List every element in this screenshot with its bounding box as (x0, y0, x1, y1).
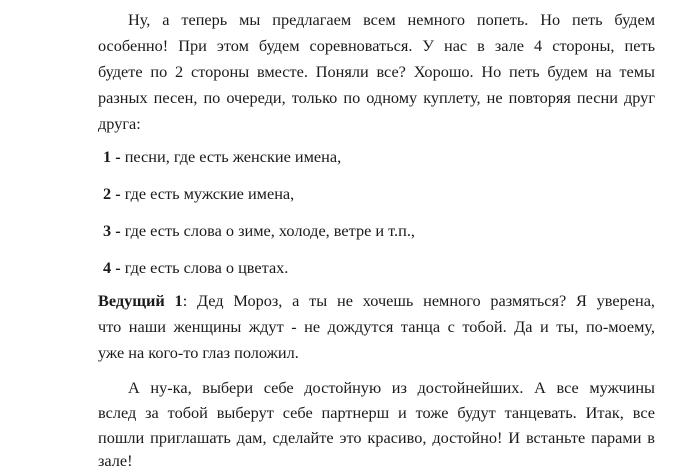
text-line: уже на кого-то глаз положил. (98, 343, 299, 362)
list-item-number: 3 - (103, 221, 121, 240)
text-line (98, 288, 655, 314)
text-line: А ну-ка, выбери себе достойную из достойнейших. А все мужчины (128, 378, 655, 397)
list-item-text: где есть мужские имена, (120, 184, 295, 203)
text-line: друга: (98, 114, 141, 133)
list-item-text: песни, где есть женские имена, (120, 147, 342, 166)
list-item (103, 218, 415, 244)
list-item (103, 144, 341, 170)
list-item-number: 2 - (103, 184, 121, 203)
list-item-text: где есть слова о зиме, холоде, ветре и т.п., (120, 221, 415, 240)
text-line: зале! (98, 451, 133, 470)
text-line: что наши женщины ждут - не дождутся танца с тобой. Да и ты, по-моему, (98, 317, 655, 336)
list-item-number: 1 - (103, 147, 121, 166)
text-line: будете по 2 стороны вместе. Поняли все? Хорошо. Но петь будем на темы (98, 62, 655, 81)
text-line: Ну, а теперь мы предлагаем всем немного попеть. Но петь будем (128, 10, 655, 29)
text-line: разных песен, по очереди, только по одному куплету, не повторяя песни друг (98, 88, 655, 107)
text-line: особенно! При этом будем соревноваться. У нас в зале 4 стороны, петь (98, 36, 655, 55)
speaker-text: : Дед Мороз, а ты не хочешь немного размяться? Я уверена, (182, 291, 656, 310)
text-line: вслед за тобой выберут себе партнерш и тоже будут танцевать. Итак, все (98, 403, 655, 422)
list-item-number: 4 - (103, 258, 121, 277)
speaker-name: Ведущий 1 (98, 291, 183, 310)
list-item-text: где есть слова о цветах. (120, 258, 289, 277)
list-item (103, 255, 288, 281)
list-item (103, 181, 294, 207)
text-line: пошли приглашать дам, сделайте это красиво, достойно! И встаньте парами в (98, 428, 655, 447)
